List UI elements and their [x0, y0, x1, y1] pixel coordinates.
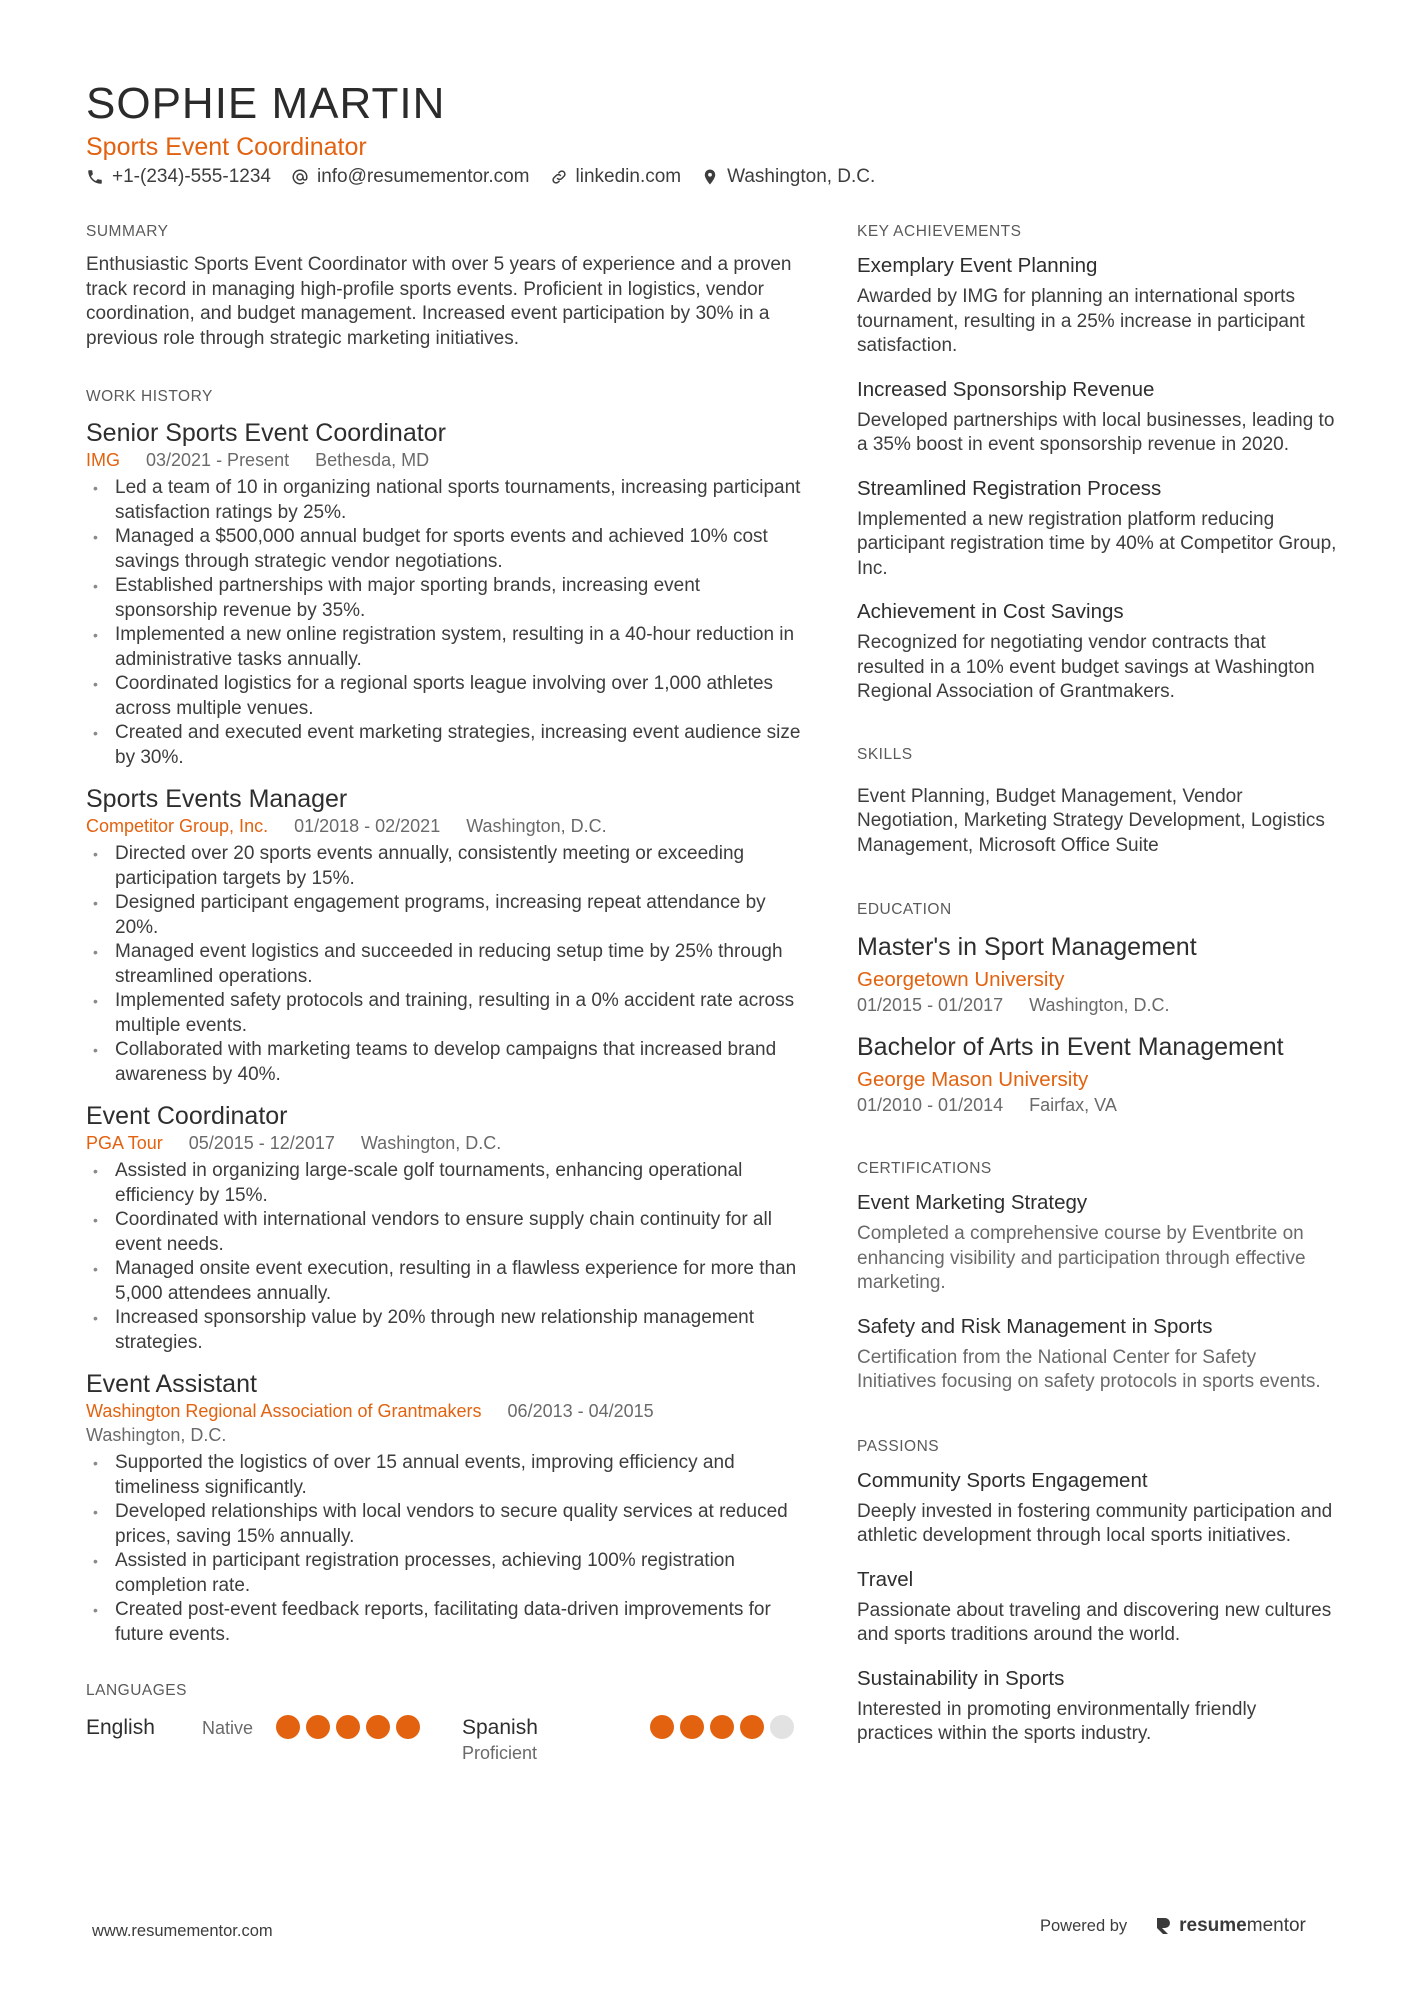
location-pin-icon	[701, 168, 719, 186]
phone-icon	[86, 168, 104, 186]
job-bullet: • Led a team of 10 in organizing national sports tournaments, increasing participant satisfaction ratings by 25%.	[86, 476, 806, 525]
rating-dot-filled	[650, 1715, 674, 1739]
job-bullet: • Managed event logistics and succeeded in reducing setup time by 25% through streamlined operations.	[86, 940, 806, 989]
brand-logo[interactable]	[1155, 1915, 1306, 1937]
job-bullet: • Implemented safety protocols and training, resulting in a 0% accident rate across multiple events.	[86, 989, 806, 1038]
footer-website[interactable]: www.resumementor.com	[92, 1922, 273, 1940]
rating-dot-filled	[276, 1715, 300, 1739]
job-location: Bethesda, MD	[315, 450, 430, 470]
passion-desc: Interested in promoting environmentally friendly practices within the sports industry.	[857, 1698, 1257, 1744]
footer-powered	[1040, 1915, 1306, 1937]
education-item	[857, 932, 1337, 1017]
job-location: Washington, D.C.	[86, 1425, 227, 1445]
language-name: Spanish	[462, 1716, 538, 1739]
job-bullet: • Created and executed event marketing strategies, increasing event audience size by 30%.	[86, 721, 806, 770]
linkedin-text: linkedin.com	[575, 166, 682, 187]
contact-email[interactable]	[291, 163, 530, 191]
language-name: English	[86, 1716, 155, 1739]
certification-title: Safety and Risk Management in Sports	[857, 1314, 1213, 1338]
passion-title: Travel	[857, 1567, 914, 1591]
passion-item	[857, 1567, 1337, 1648]
job-title: Sports Events Manager	[86, 785, 348, 813]
passion-desc: Passionate about traveling and discovering new cultures and sports traditions around the world.	[857, 1599, 1332, 1645]
language-text	[462, 1715, 650, 1765]
certification-item	[857, 1314, 1337, 1395]
job-entry	[86, 418, 806, 770]
job-dates: 03/2021 - Present	[146, 450, 290, 470]
job-entry	[86, 1369, 806, 1647]
achievement-desc: Awarded by IMG for planning an international sports tournament, resulting in a 25% increase in participant satisfaction.	[857, 286, 1305, 356]
at-icon	[291, 168, 309, 186]
language-rating	[276, 1715, 420, 1739]
certification-desc: Completed a comprehensive course by Eventbrite on enhancing visibility and participation through effective marketing.	[857, 1223, 1306, 1293]
job-bullet: • Coordinated logistics for a regional sports league involving over 1,000 athletes across multiple venues.	[86, 672, 806, 721]
job-bullet: • Assisted in organizing large-scale golf tournaments, enhancing operational efficiency by 15%.	[86, 1159, 806, 1208]
job-bullet: • Managed a $500,000 annual budget for sports events and achieved 10% cost savings through strategic vendor negotiations.	[86, 525, 806, 574]
passion-desc: Deeply invested in fostering community participation and athletic development through local sports initiatives.	[857, 1500, 1333, 1546]
contact-phone	[86, 163, 271, 191]
job-dates: 01/2018 - 02/2021	[294, 816, 441, 836]
education-meta	[857, 1093, 1337, 1117]
contact-location	[701, 163, 875, 191]
work-history-section	[86, 387, 806, 1647]
achievement-desc: Implemented a new registration platform reducing participant registration time by 40% at Competitor Group, Inc.	[857, 508, 1337, 579]
job-company: Competitor Group, Inc.	[86, 816, 269, 836]
job-dates: 06/2013 - 04/2015	[507, 1401, 654, 1421]
summary-section	[86, 222, 806, 351]
achievement-item	[857, 377, 1337, 458]
achievement-title: Streamlined Registration Process	[857, 476, 1162, 500]
rating-dot-filled	[306, 1715, 330, 1739]
left-column	[86, 222, 806, 1765]
passion-title: Sustainability in Sports	[857, 1666, 1065, 1690]
certification-desc: Certification from the National Center for Safety Initiatives focusing on safety protocols in sports events.	[857, 1346, 1321, 1392]
skills-section	[857, 745, 1337, 859]
achievement-desc: Developed partnerships with local businesses, leading to a 35% boost in event sponsorship revenue in 2020.	[857, 409, 1335, 455]
education-degree: Master's in Sport Management	[857, 933, 1197, 961]
candidate-name: SOPHIE MARTIN	[86, 79, 446, 128]
work-history-heading: WORK HISTORY	[86, 388, 213, 405]
job-location: Washington, D.C.	[466, 816, 607, 836]
rating-dot-empty	[770, 1715, 794, 1739]
location-text: Washington, D.C.	[727, 166, 876, 187]
education-meta	[857, 993, 1337, 1017]
job-bullet: • Established partnerships with major sporting brands, increasing event sponsorship revenue by 35%.	[86, 574, 806, 623]
achievements-section	[857, 222, 1337, 705]
email-text: info@resumementor.com	[316, 166, 530, 187]
job-entry	[86, 784, 806, 1087]
education-location: Fairfax, VA	[1029, 1095, 1117, 1115]
achievements-heading: KEY ACHIEVEMENTS	[857, 223, 1022, 240]
job-title: Senior Sports Event Coordinator	[86, 419, 446, 447]
education-section	[857, 900, 1337, 1117]
job-company: PGA Tour	[86, 1133, 163, 1153]
job-bullet: • Managed onsite event execution, resulting in a flawless experience for more than 5,000 attendees annually.	[86, 1257, 806, 1306]
passion-title: Community Sports Engagement	[857, 1468, 1148, 1492]
job-title: Event Coordinator	[86, 1102, 288, 1130]
passions-heading: PASSIONS	[857, 1437, 940, 1455]
job-bullet: • Created post-event feedback reports, facilitating data-driven improvements for future events.	[86, 1598, 806, 1647]
job-meta	[86, 814, 806, 838]
achievement-title: Increased Sponsorship Revenue	[857, 377, 1155, 401]
certification-item	[857, 1190, 1337, 1296]
language-level: Native	[202, 1718, 254, 1738]
job-meta	[86, 1131, 806, 1155]
summary-text: Enthusiastic Sports Event Coordinator with over 5 years of experience and a proven track record in managing high-profile sports events. Proficient in logistics, vendor coordination, and budget management. Increased event participation by 30% in a previous role through strategic marketing initiatives.	[86, 254, 792, 349]
job-bullet: • Implemented a new online registration system, resulting in a 40-hour reduction in administrative tasks annually.	[86, 623, 806, 672]
job-bullet: • Designed participant engagement programs, increasing repeat attendance by 20%.	[86, 891, 806, 940]
job-bullet: • Assisted in participant registration processes, achieving 100% registration completion rate.	[86, 1549, 806, 1598]
job-bullets	[86, 842, 806, 1087]
achievement-desc: Recognized for negotiating vendor contracts that resulted in a 10% event budget savings at Washington Regional Association of Grantmakers.	[857, 632, 1315, 702]
rating-dot-filled	[680, 1715, 704, 1739]
job-bullet: • Coordinated with international vendors to ensure supply chain continuity for all event needs.	[86, 1208, 806, 1257]
achievement-item	[857, 599, 1337, 705]
summary-heading: SUMMARY	[86, 223, 169, 240]
languages-row	[86, 1715, 806, 1765]
passion-item	[857, 1666, 1337, 1747]
job-bullet: • Developed relationships with local vendors to secure quality services at reduced prices, saving 15% annually.	[86, 1500, 806, 1549]
job-meta	[86, 448, 806, 472]
rating-dot-filled	[366, 1715, 390, 1739]
education-location: Washington, D.C.	[1029, 995, 1170, 1015]
language-rating	[650, 1715, 794, 1739]
brand-text: resumementor	[1179, 1915, 1306, 1936]
phone-text: +1-(234)-555-1234	[112, 166, 271, 187]
job-bullets	[86, 1451, 806, 1647]
contact-bar	[86, 163, 875, 191]
language-level: Proficient	[462, 1743, 538, 1763]
education-dates: 01/2010 - 01/2014	[857, 1095, 1004, 1115]
job-bullets	[86, 1159, 806, 1355]
resumementor-logo-icon	[1155, 1916, 1173, 1936]
languages-section	[86, 1681, 806, 1765]
skills-text: Event Planning, Budget Management, Vendor Negotiation, Marketing Strategy Development, Logistics Management, Microsoft Office Suite	[857, 785, 1325, 856]
education-school: George Mason University	[857, 1068, 1089, 1091]
job-entry	[86, 1101, 806, 1355]
link-icon	[550, 168, 568, 186]
job-company: IMG	[86, 450, 120, 470]
powered-by-label: Powered by	[1040, 1916, 1128, 1935]
achievement-title: Exemplary Event Planning	[857, 254, 1098, 277]
rating-dot-filled	[740, 1715, 764, 1739]
right-column	[857, 222, 1337, 1747]
candidate-role: Sports Event Coordinator	[86, 133, 367, 161]
job-title: Event Assistant	[86, 1370, 257, 1398]
education-degree: Bachelor of Arts in Event Management	[857, 1033, 1284, 1061]
passion-item	[857, 1468, 1337, 1549]
education-dates: 01/2015 - 01/2017	[857, 995, 1004, 1015]
skills-heading: SKILLS	[857, 745, 913, 763]
job-bullet: • Directed over 20 sports events annually, consistently meeting or exceeding participation targets by 15%.	[86, 842, 806, 891]
education-school: Georgetown University	[857, 968, 1065, 991]
job-location: Washington, D.C.	[360, 1133, 502, 1153]
achievement-title: Achievement in Cost Savings	[857, 600, 1124, 623]
job-bullet: • Increased sponsorship value by 20% through new relationship management strategies.	[86, 1306, 806, 1355]
certifications-section	[857, 1159, 1337, 1395]
language-entry	[86, 1715, 462, 1741]
job-bullets	[86, 476, 806, 770]
certifications-heading: CERTIFICATIONS	[857, 1160, 992, 1177]
job-dates: 05/2015 - 12/2017	[188, 1133, 335, 1153]
rating-dot-filled	[336, 1715, 360, 1739]
achievement-item	[857, 253, 1337, 359]
rating-dot-filled	[710, 1715, 734, 1739]
contact-linkedin[interactable]	[550, 163, 682, 191]
job-bullet: • Supported the logistics of over 15 annual events, improving efficiency and timeliness significantly.	[86, 1451, 806, 1500]
education-heading: EDUCATION	[857, 901, 952, 918]
education-item	[857, 1032, 1337, 1117]
achievement-item	[857, 476, 1337, 582]
certification-title: Event Marketing Strategy	[857, 1191, 1088, 1214]
job-meta	[86, 1399, 806, 1447]
languages-heading: LANGUAGES	[86, 1682, 187, 1699]
job-company: Washington Regional Association of Grantmakers	[86, 1401, 482, 1421]
rating-dot-filled	[396, 1715, 420, 1739]
job-bullet: • Collaborated with marketing teams to develop campaigns that increased brand awareness by 40%.	[86, 1038, 806, 1087]
language-entry	[462, 1715, 794, 1765]
passions-section	[857, 1437, 1337, 1747]
